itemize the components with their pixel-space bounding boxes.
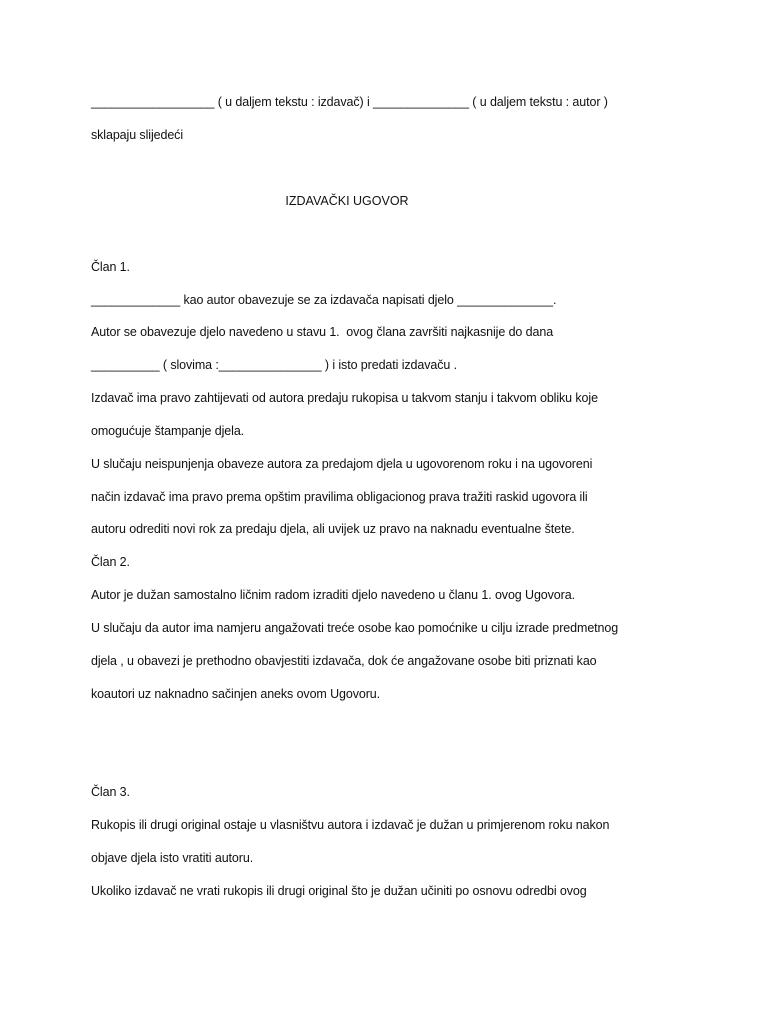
parties-line: __________________ ( u daljem tekstu : izdavač) i ______________ ( u daljem tekstu : autor ) (91, 95, 608, 109)
document-title: IZDAVAČKI UGOVOR (285, 194, 409, 208)
article-1-line: način izdavač ima pravo prema opštim pravilima obligacionog prava tražiti raskid ugovora ili (91, 490, 588, 504)
article-3-heading: Član 3. (91, 785, 130, 799)
article-1-line: U slučaju neispunjenja obaveze autora za predajom djela u ugovorenom roku i na ugovoreni (91, 457, 593, 471)
article-3-line: objave djela isto vratiti autoru. (91, 851, 254, 865)
article-2-heading: Član 2. (91, 555, 130, 569)
article-1-heading: Član 1. (91, 260, 130, 274)
article-3-line: Rukopis ili drugi original ostaje u vlasništvu autora i izdavač je dužan u primjerenom roku nakon (91, 818, 610, 832)
article-1-line: Autor se obavezuje djelo navedeno u stavu 1. ovog člana završiti najkasnije do dana (91, 325, 554, 339)
article-1-line: _____________ kao autor obavezuje se za izdavača napisati djelo ______________. (91, 293, 557, 307)
article-2-line: U slučaju da autor ima namjeru angažovati treće osobe kao pomoćnike u cilju izrade predmetnog (91, 621, 619, 635)
article-1-line: __________ ( slovima :_______________ ) i isto predati izdavaču . (91, 358, 457, 372)
article-1-line: omogućuje štampanje djela. (91, 424, 245, 438)
article-2-line: djela , u obavezi je prethodno obavjestiti izdavača, dok će angažovane osobe biti priznati kao (91, 654, 597, 668)
article-1-line: Izdavač ima pravo zahtijevati od autora predaju rukopisa u takvom stanju i takvom obliku koje (91, 391, 598, 405)
article-2-line: koautori uz naknadno sačinjen aneks ovom Ugovoru. (91, 687, 381, 701)
article-1-line: autoru odrediti novi rok za predaju djela, ali uvijek uz pravo na naknadu eventualne štete. (91, 522, 575, 536)
article-3-line: Ukoliko izdavač ne vrati rukopis ili drugi original što je dužan učiniti po osnovu odredbi ovog (91, 884, 587, 898)
article-2-line: Autor je dužan samostalno ličnim radom izraditi djelo navedeno u članu 1. ovog Ugovora. (91, 588, 575, 602)
parties-line-continuation: sklapaju slijedeći (91, 128, 183, 142)
